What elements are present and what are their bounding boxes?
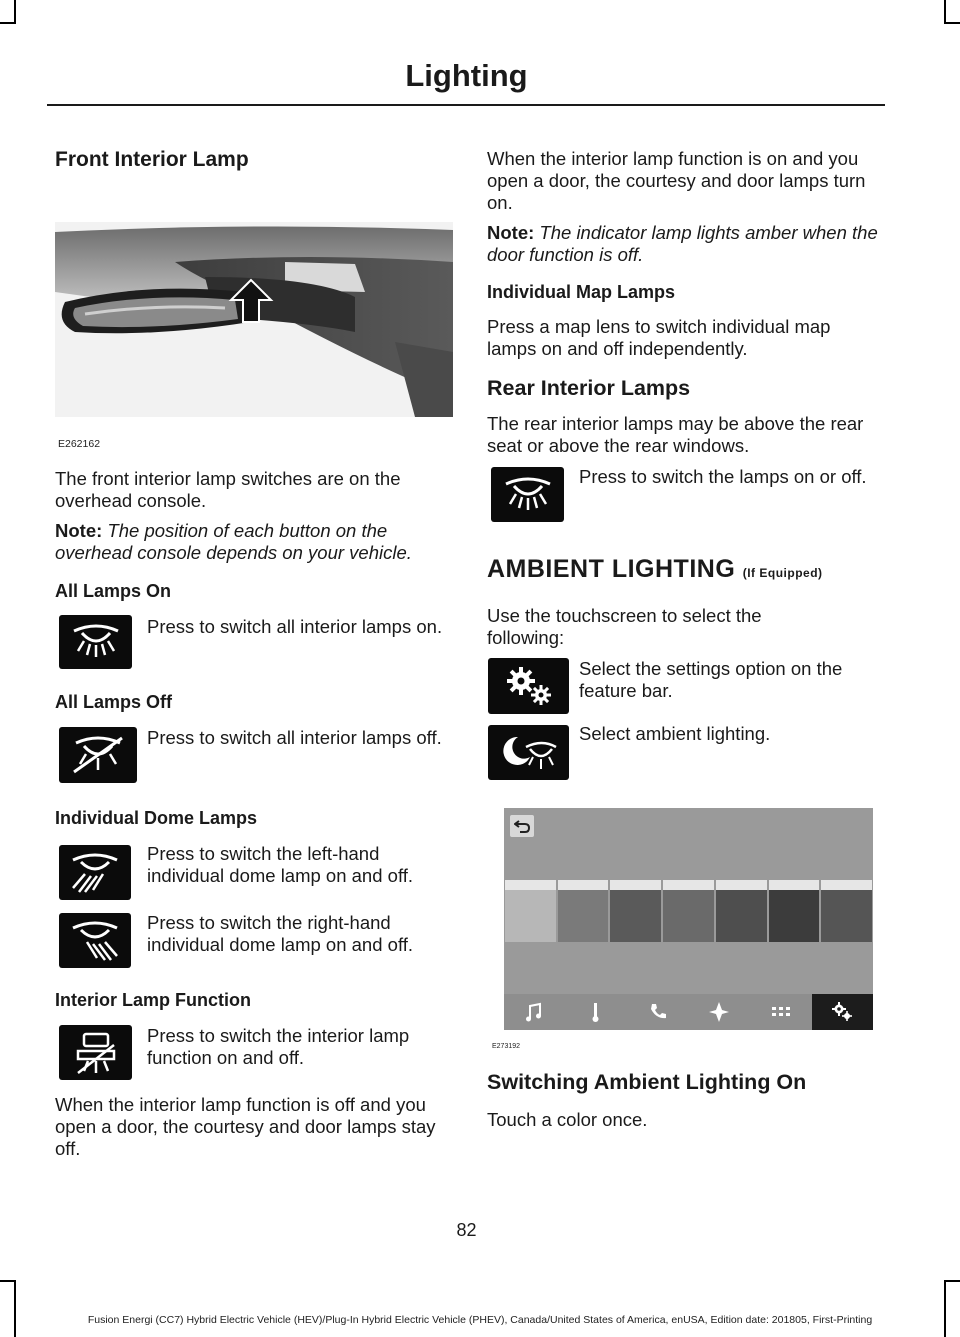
interior-lamp-function-text: Press to switch the interior lamp function on and off.	[147, 1025, 410, 1068]
note-text: The indicator lamp lights amber when the door function is off.	[487, 222, 878, 265]
header-divider	[47, 104, 885, 106]
touchscreen-figure	[504, 808, 873, 1030]
ambient-lighting-heading	[487, 555, 823, 584]
color-swatch[interactable]	[821, 880, 872, 942]
thermometer-button[interactable]	[566, 994, 628, 1030]
all-lamps-off-heading: All Lamps Off	[55, 692, 173, 712]
crop-mark-bottom-left-v	[14, 1280, 16, 1337]
select-ambient-text: Select ambient lighting.	[579, 723, 771, 744]
right-dome-lamp-icon	[59, 913, 131, 968]
crop-mark-top-left-v	[14, 0, 16, 22]
apps-button[interactable]	[750, 994, 812, 1030]
individual-map-lamps-heading: Individual Map Lamps	[487, 282, 676, 302]
color-swatch[interactable]	[610, 880, 661, 942]
figure-id-e273192: E273192	[492, 1043, 521, 1050]
document-footer: Fusion Energi (CC7) Hybrid Electric Vehicle (HEV)/Plug-In Hybrid Electric Vehicle (PHEV), Canada/United States of America, enUSA, Edition date: 201805, First-Printing	[87, 1314, 873, 1326]
note-indicator	[487, 222, 882, 266]
phone-icon	[647, 1001, 669, 1023]
front-lamp-description: The front interior lamp switches are on the overhead console.	[55, 468, 401, 511]
crop-mark-bottom-left-h	[0, 1280, 16, 1282]
back-button[interactable]	[510, 815, 534, 837]
left-dome-lamp-icon	[59, 845, 131, 900]
function-on-description: When the interior lamp function is on and you open a door, the courtesy and door lamps turn on.	[487, 148, 866, 213]
color-swatch[interactable]	[558, 880, 609, 942]
apps-icon	[770, 1001, 792, 1023]
settings-icon	[831, 1001, 853, 1023]
individual-dome-lamps-heading: Individual Dome Lamps	[55, 808, 258, 828]
front-interior-lamp-heading: Front Interior Lamp	[55, 148, 249, 171]
switching-ambient-lighting-heading: Switching Ambient Lighting On	[487, 1070, 807, 1094]
rear-lamps-icon	[491, 467, 564, 522]
interior-lamp-function-icon	[59, 1025, 132, 1080]
interior-lamp-function-heading: Interior Lamp Function	[55, 990, 251, 1010]
crop-mark-top-right-v	[944, 0, 946, 22]
color-swatch[interactable]	[716, 880, 767, 942]
right-dome-lamp-text: Press to switch the right-hand individual dome lamp on and off.	[147, 912, 414, 955]
function-off-description: When the interior lamp function is off and you open a door, the courtesy and door lamps stay off.	[55, 1094, 436, 1159]
navigation-button[interactable]	[689, 994, 751, 1030]
note-position	[55, 520, 450, 564]
color-swatch[interactable]	[769, 880, 820, 942]
settings-gears-icon	[488, 658, 569, 714]
note-label: Note:	[487, 222, 535, 243]
ambient-intro-text: Use the touchscreen to select the following:	[487, 605, 762, 648]
color-swatch[interactable]	[663, 880, 714, 942]
feature-bar-icons	[504, 994, 873, 1030]
ambient-lighting-icon	[488, 725, 569, 780]
ambient-lighting-title: AMBIENT LIGHTING	[487, 555, 736, 583]
if-equipped-label: (If Equipped)	[742, 566, 823, 580]
phone-button[interactable]	[627, 994, 689, 1030]
rear-interior-lamps-heading: Rear Interior Lamps	[487, 376, 691, 400]
feature-bar	[504, 994, 873, 1030]
rear-lamps-text: The rear interior lamps may be above the rear seat or above the rear windows.	[487, 413, 864, 456]
crop-mark-bottom-right-h	[944, 1280, 960, 1282]
crop-mark-bottom-right-v	[944, 1280, 946, 1337]
settings-button[interactable]	[812, 994, 874, 1030]
all-lamps-off-icon	[59, 727, 137, 783]
all-lamps-on-heading: All Lamps On	[55, 581, 172, 601]
note-text: The position of each button on the overhead console depends on your vehicle.	[55, 520, 412, 563]
overhead-console-photo	[55, 222, 453, 417]
map-lamps-text: Press a map lens to switch individual map lamps on and off independently.	[487, 316, 831, 359]
left-dome-lamp-text: Press to switch the left-hand individual dome lamp on and off.	[147, 843, 414, 886]
settings-option-text: Select the settings option on the feature bar.	[579, 658, 843, 701]
page-title: Lighting	[405, 58, 528, 93]
crop-mark-top-right-h	[944, 22, 960, 24]
note-label: Note:	[55, 520, 103, 541]
all-lamps-off-text: Press to switch all interior lamps off.	[147, 727, 442, 748]
all-lamps-on-icon	[59, 615, 132, 669]
rear-lamps-icon-text: Press to switch the lamps on or off.	[579, 466, 867, 487]
thermometer-icon	[585, 1001, 607, 1023]
touch-color-text: Touch a color once.	[487, 1109, 648, 1130]
figure-id-e262162: E262162	[58, 438, 101, 450]
color-swatch-row	[504, 880, 873, 942]
music-icon	[524, 1001, 546, 1023]
crop-mark-top-left-h	[0, 22, 16, 24]
music-button[interactable]	[504, 994, 566, 1030]
back-arrow-icon	[514, 819, 530, 833]
all-lamps-on-text: Press to switch all interior lamps on.	[147, 616, 443, 637]
color-swatch[interactable]	[505, 880, 556, 942]
page-number: 82	[456, 1220, 477, 1240]
navigation-icon	[708, 1001, 730, 1023]
